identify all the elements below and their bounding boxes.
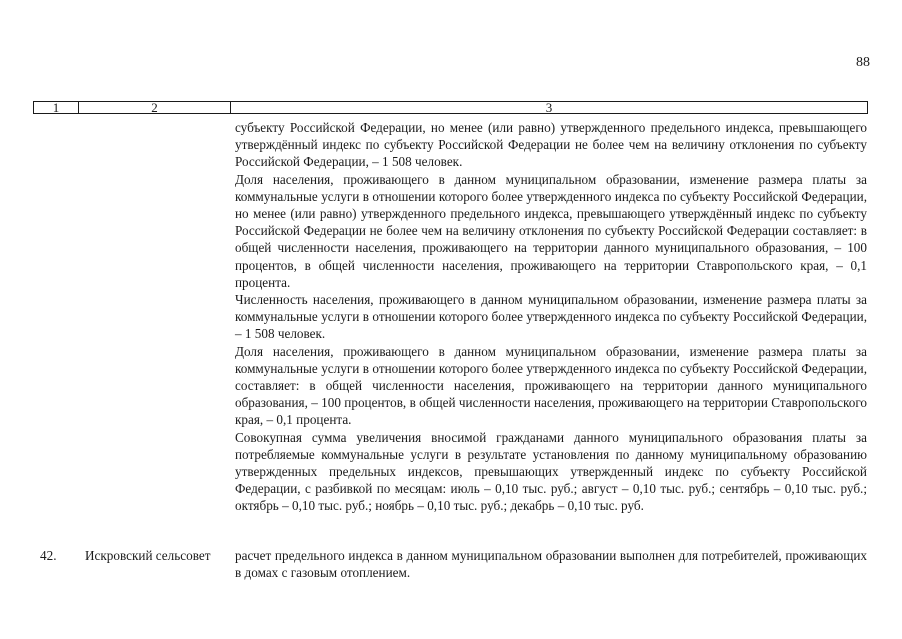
column-3-header: 3	[545, 100, 553, 115]
column-2-header: 2	[79, 102, 231, 113]
column-1-header: 1	[34, 102, 79, 113]
paragraph-population-share-2: Доля населения, проживающего в данном муниципальном образовании, изменение размера платы за коммунальные услуги в отношении которого более утвержденного индекса по субъекту Российской Федерации, составляет: в общей численности населения, проживающего на территории данного муниципального образования, – 100 процентов, в общей численности населения, проживающего на территории Ставропольского края, – 0,1 процента.	[235, 343, 867, 428]
row-number: 42.	[40, 548, 57, 563]
page-number: 88	[856, 55, 870, 70]
municipality-name: Искровский сельсовет	[85, 548, 211, 563]
paragraph-population-count-continued: субъекту Российской Федерации, но менее (или равно) утвержденного предельного индекса, превышающего утверждённый индекс по субъекту Российской Федерации не более чем на величину отклонения по субъекту Российской Федерации, – 1 508 человек.	[235, 120, 867, 170]
table-header-row	[33, 101, 868, 114]
column-3-continued-text	[235, 119, 867, 515]
row-description: расчет предельного индекса в данном муниципальном образовании выполнен для потребителей, проживающих в домах с газовым отоплением.	[235, 548, 867, 581]
paragraph-population-share: Доля населения, проживающего в данном муниципальном образовании, изменение размера платы за коммунальные услуги в отношении которого более утвержденного индекса по субъекту Российской Федерации, но менее (или равно) утвержденного предельного индекса, превышающего утверждённый индекс по субъекту Российской Федерации не более чем на величину отклонения по субъекту Российской Федерации составляет: в общей численности населения, проживающего на территории данного муниципального образования, – 100 процентов, в общей численности населения, проживающего на территории Ставропольского края, – 0,1 процента.	[235, 171, 867, 290]
paragraph-total-increase: Совокупная сумма увеличения вносимой гражданами данного муниципального образования платы за потребляемые коммунальные услуги в результате установления по данному муниципальному образованию утвержденных предельных индексов, превышающих утвержденный индекс по субъекту Российской Федерации, с разбивкой по месяцам: июль – 0,10 тыс. руб.; август – 0,10 тыс. руб.; сентябрь – 0,10 тыс. руб.; октябрь – 0,10 тыс. руб.; ноябрь – 0,10 тыс. руб.; декабрь – 0,10 тыс. руб.	[235, 429, 867, 514]
paragraph-population-count: Численность населения, проживающего в данном муниципальном образовании, изменение размера платы за коммунальные услуги в отношении которого более утвержденного индекса по субъекту Российской Федерации, – 1 508 человек.	[235, 292, 867, 342]
